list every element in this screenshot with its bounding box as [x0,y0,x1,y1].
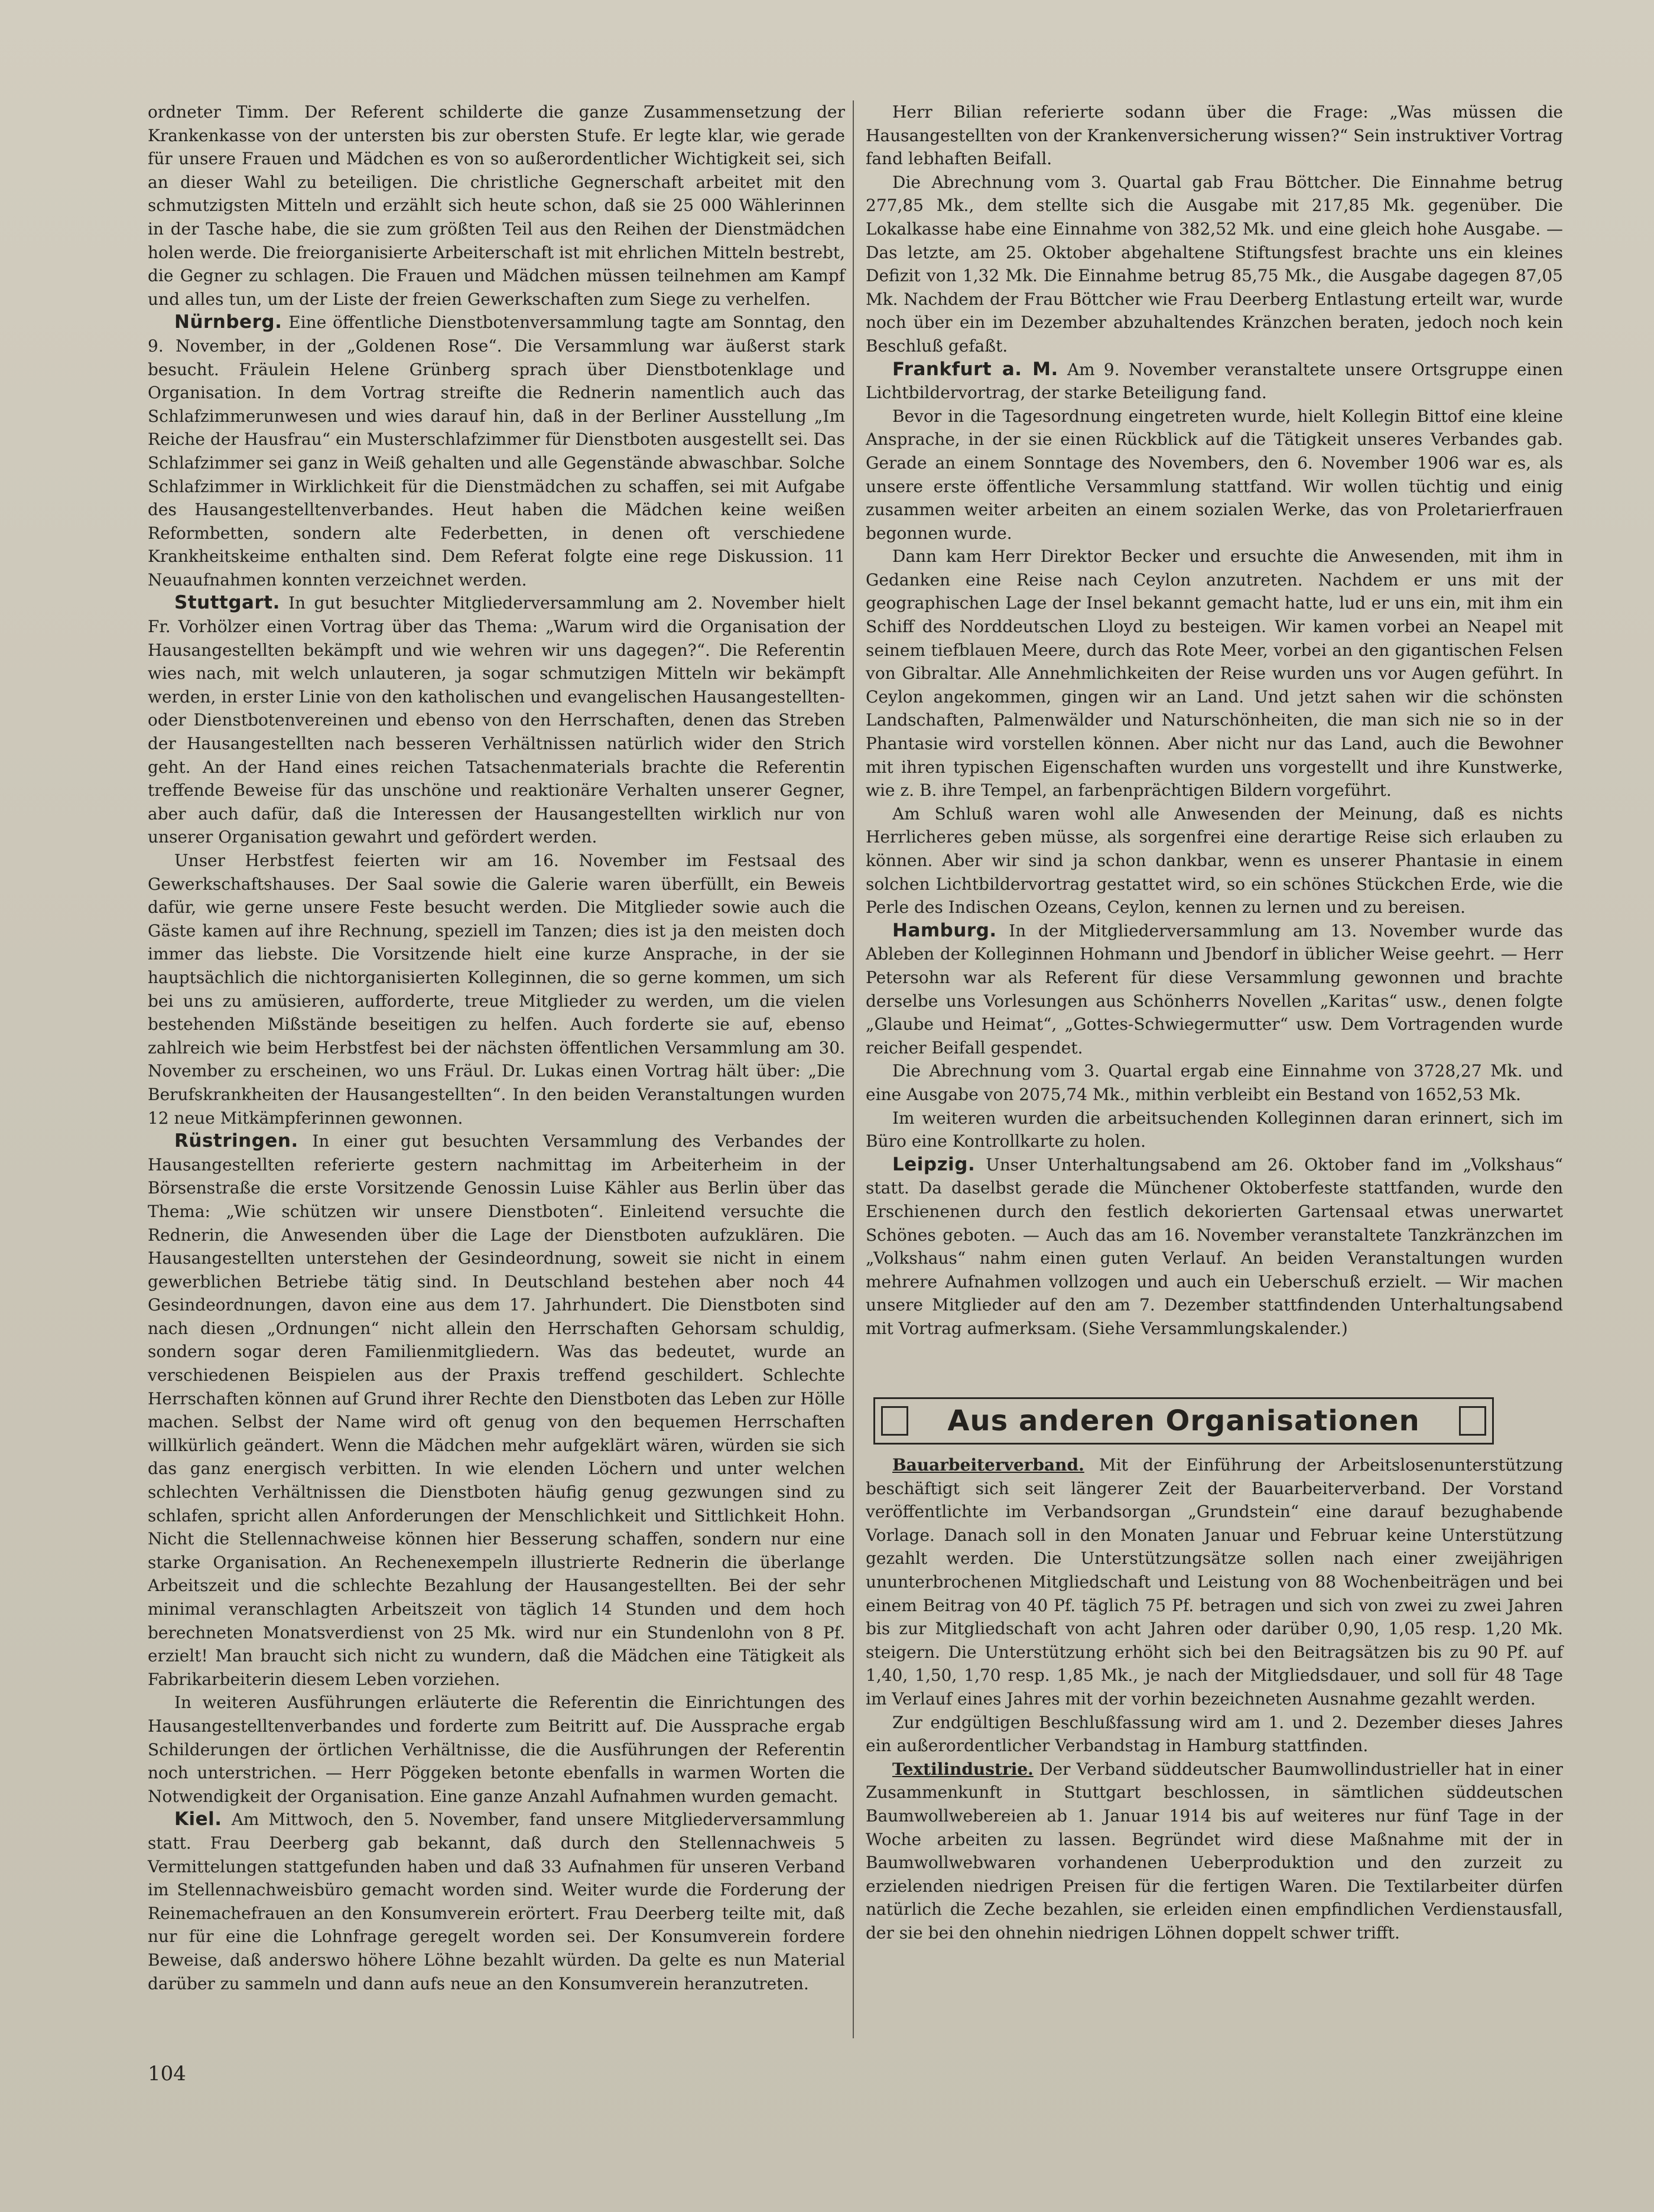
city-heading: Nürnberg. [174,311,282,333]
article-paragraph: Hamburg. In der Mitgliederversammlung am 13. November wurde das Ableben der Kolleginnen Hohmann und Jbendorf in üblicher Weise geehrt. — Herr Petersohn war als Referent für diese Versammlung gewonnen und brachte derselbe uns Vorlesungen aus Schönherrs Novellen „Karitas“ usw., denen folgte „Glaube und Heimat“, „Gottes-Schwiegermutter“ usw. Dem Vortragenden wurde reicher Beifall gespendet. [866,919,1563,1058]
article-paragraph: Dann kam Herr Direktor Becker und ersuchte die Anwesenden, mit ihm in Gedanken eine Reise nach Ceylon anzutreten. Nachdem er uns mit der geographischen Lage der Insel bekannt gemacht hatte, lud er uns ein, mit ihm ein Schiff des Norddeutschen Lloyd zu besteigen. Wir kamen vorbei an Neapel mit seinem tiefblauen Meere, durch das Rote Meer, vorbei an den gigantischen Felsen von Gibraltar. Alle Annehmlichkeiten der Reise wurden uns vor Augen geführt. In Ceylon angekommen, gingen wir an Land. Und jetzt sahen wir die schönsten Landschaften, Palmenwälder und Naturschönheiten, die man sich nie so in der Phantasie wird vorstellen können. Aber nicht nur das Land, auch die Bewohner mit ihren typischen Eigenschaften wurden uns vorgestellt und ihre Kunstwerke, wie z. B. ihre Tempel, an farbenprächtigen Bildern vorgeführt. [866,547,1563,801]
left-column [148,100,845,1995]
city-heading: Stuttgart. [174,592,280,614]
article-paragraph: Herr Bilian referierte sodann über die Frage: „Was müssen die Hausangestellten von der Krankenversicherung wissen?“ Sein instruktiver Vortrag fand lebhaften Beifall. [866,102,1563,169]
article-paragraph: Stuttgart. In gut besuchter Mitgliederversammlung am 2. November hielt Fr. Vorhölzer einen Vortrag über das Thema: „Warum wird die Organisation der Hausangestellten bekämpft und wie wehren wir uns dagegen?“. Die Referentin wies nach, mit welch unlauteren, ja sogar schmutzigen Mitteln wir bekämpft werden, in erster Linie von den katholischen und evangelischen Hausangestellten- oder Dienstbotenvereinen und ebenso von den Herrschaften, denen das Streben der Hausangestellten nach besseren Verhältnissen natürlich wider den Strich geht. An der Hand eines reichen Tatsachenmaterials brachte die Referentin treffende Beweise für das unschöne und reaktionäre Verhalten unserer Gegner, aber auch dafür, daß die Interessen der Hausangestellten wirklich nur von unserer Organisation gewahrt und gefördert werden. [148,592,845,847]
article-paragraph: Kiel. Am Mittwoch, den 5. November, fand unsere Mitgliederversammlung statt. Frau Deerberg gab bekannt, daß durch den Stellennachweis 5 Vermittelungen stattgefunden haben und daß 33 Aufnahmen für unseren Verband im Stellennachweisbüro gemacht worden sind. Weiter wurde die Forderung der Reinemachefrauen an den Konsumverein erörtert. Frau Deerberg teilte mit, daß nur für eine die Lohnfrage geregelt worden sei. Der Konsumverein fordere Beweise, daß anderswo höhere Löhne bezahlt würden. Da gelte es nun Material darüber zu sammeln und dann aufs neue an den Konsumverein heranzutreten. [148,1808,845,1993]
city-heading: Hamburg. [892,919,997,941]
article-paragraph: Frankfurt a. M. Am 9. November veranstaltete unsere Ortsgruppe einen Lichtbildervortrag, der starke Beteiligung fand. [866,358,1563,403]
city-heading: Leipzig. [892,1153,976,1175]
section-heading-box [873,1397,1494,1445]
article-paragraph: In weiteren Ausführungen erläuterte die Referentin die Einrichtungen des Hausangestelltenverbandes und forderte zum Beitritt auf. Die Aussprache ergab Schilderungen der örtlichen Verhältnisse, die die Ausführungen der Referentin noch unterstrichen. — Herr Pöggeken betonte ebenfalls in warmen Worten die Notwendigkeit der Organisation. Eine ganze Anzahl Aufnahmen wurden gemacht. [148,1693,845,1806]
article-paragraph: Im weiteren wurden die arbeitsuchenden Kolleginnen daran erinnert, sich im Büro eine Kontrollkarte zu holen. [866,1108,1563,1151]
article-paragraph: Rüstringen. In einer gut besuchten Versammlung des Verbandes der Hausangestellten referierte gestern nachmittag im Arbeiterheim in der Börsenstraße die erste Vorsitzende Genossin Luise Kähler aus Berlin über das Thema: „Wie schützen wir unsere Dienstboten“. Einleitend versuchte die Rednerin, die Anwesenden über die Lage der Dienstboten aufzuklären. Die Hausangestellten unterstehen der Gesindeordnung, soweit sie nicht in einem gewerblichen Betriebe tätig sind. In Deutschland bestehen aber noch 44 Gesindeordnungen, davon eine aus dem 17. Jahrhundert. Die Dienstboten sind nach diesen „Ordnungen“ nicht allein den Herrschaften Gehorsam schuldig, sondern sogar deren Familienmitgliedern. Was das bedeutet, wurde an verschiedenen Beispielen aus der Praxis treffend geschildert. Schlechte Herrschaften können auf Grund ihrer Rechte den Dienstboten das Leben zur Hölle machen. Selbst der Name wird oft genug von den bequemen Herrschaften willkürlich geändert. Wenn die Mädchen mehr aufgeklärt wären, würden sie sich das ganz energisch verbitten. In wie elenden Löchern und unter welchen schlechten Verhältnissen die Dienstboten häufig genug gezwungen sind zu schlafen, spricht allen Anforderungen der Menschlichkeit und Sittlichkeit Hohn. Nicht die Stellennachweise können hier Besserung schaffen, sondern nur eine starke Organisation. An Rechenexempeln illustrierte Rednerin die überlange Arbeitszeit und die schlechte Bezahlung der Hausangestellten. Bei der sehr minimal veranschlagten Arbeitszeit von täglich 14 Stunden und dem hoch berechneten Monatsverdienst von 25 Mk. wird nur ein Stundenlohn von 8 Pf. erzielt! Man braucht sich nicht zu wundern, daß die Mädchen eine Tätigkeit als Fabrikarbeiterin diesem Leben vorziehen. [148,1130,845,1689]
org-heading: Bauarbeiterverband. [892,1455,1084,1475]
page-number: 104 [148,2062,186,2086]
article-paragraph: Textilindustrie. Der Verband süddeutscher Baumwollindustrieller hat in einer Zusammenkunft in Stuttgart beschlossen, in sämtlichen süddeutschen Baumwollwebereien ab 1. Januar 1914 bis auf weiteres nur fünf Tage in der Woche arbeiten zu lassen. Begründet wird diese Maßnahme mit der in Baumwollwebwaren vorhandenen Ueberproduktion und den zurzeit zu erzielenden niedrigen Preisen für die fertigen Waren. Die Textilarbeiter dürfen natürlich die Zeche bezahlen, sie erleiden einen empfindlichen Verdienstausfall, der sie bei den ohnehin niedrigen Löhnen doppelt schwer trifft. [866,1759,1563,1943]
article-paragraph: Die Abrechnung vom 3. Quartal gab Frau Böttcher. Die Einnahme betrug 277,85 Mk., dem stellte sich die Ausgabe mit 217,85 Mk. gegenüber. Die Lokalkasse habe eine Einnahme von 382,52 Mk. und eine gleich hohe Ausgabe. — Das letzte, am 25. Oktober abgehaltene Stiftungsfest brachte uns ein kleines Defizit von 1,32 Mk. Die Einnahme betrug 85,75 Mk., die Ausgabe dagegen 87,05 Mk. Nachdem der Frau Böttcher wie Frau Deerberg Entlastung erteilt war, wurde noch über ein im Dezember abzuhaltendes Kränzchen beraten, jedoch noch kein Beschluß gefaßt. [866,172,1563,356]
city-heading: Rüstringen. [174,1130,298,1152]
article-paragraph: Unser Herbstfest feierten wir am 16. November im Festsaal des Gewerkschaftshauses. Der Saal sowie die Galerie waren überfüllt, ein Beweis dafür, wie gerne unsere Feste besucht werden. Die Mitglieder sowie auch die Gäste kamen auf ihre Rechnung, speziell im Tanzen; dies ist ja den meisten doch immer das liebste. Die Vorsitzende hielt eine kurze Ansprache, in der sie hauptsächlich die nichtorganisierten Kolleginnen, die so gerne kommen, um sich bei uns zu amüsieren, aufforderte, treue Mitglieder zu werden, um die vielen bestehenden Mißstände beseitigen zu helfen. Auch forderte sie auf, ebenso zahlreich wie beim Herbstfest bei der nächsten öffentlichen Versammlung am 30. November zu erscheinen, wo uns Fräul. Dr. Lukas einen Vortrag hält über: „Die Berufskrankheiten der Hausangestellten“. In den beiden Veranstaltungen wurden 12 neue Mitkämpferinnen gewonnen. [148,851,845,1128]
article-paragraph: Bevor in die Tagesordnung eingetreten wurde, hielt Kollegin Bittof eine kleine Ansprache, in der sie einen Rückblick auf die Tätigkeit unseres Verbandes gab. Gerade an einem Sonntage des Novembers, den 6. November 1906 war es, als unsere erste öffentliche Versammlung stattfand. Wir wollen tüchtig und einig zusammen weiter arbeiten an einem sozialen Werke, das von Proletarierfrauen begonnen wurde. [866,406,1563,543]
article-paragraph: Bauarbeiterverband. Mit der Einführung der Arbeitslosenunterstützung beschäftigt sich seit längerer Zeit der Bauarbeiterverband. Der Vorstand veröffentlichte im Verbandsorgan „Grundstein“ eine darauf bezughabende Vorlage. Danach soll in den Monaten Januar und Februar keine Unterstützung gezahlt werden. Die Unterstützungsätze sollen nach einer zweijährigen ununterbrochenen Mitgliedschaft und Leistung von 88 Wochenbeiträgen und bei einem Beitrag von 40 Pf. täglich 75 Pf. betragen und sich von zwei zu zwei Jahren bis zur Mitgliedschaft von acht Jahren oder darüber 0,90, 1,05 resp. 1,20 Mk. steigern. Die Unterstützung erhöht sich bei den Beitragsätzen bis zu 90 Pf. auf 1,40, 1,50, 1,70 resp. 1,85 Mk., je nach der Mitgliedsdauer, und soll für 48 Tage im Verlauf eines Jahres mit der vorhin bezeichneten Ausnahme gezahlt werden. [866,1455,1563,1709]
right-column-lower [866,1453,1563,1944]
column-divider [853,100,854,2038]
section-heading: Aus anderen Organisationen [947,1404,1420,1437]
city-heading: Frankfurt a. M. [892,358,1058,380]
org-heading: Textilindustrie. [892,1759,1034,1779]
article-paragraph: ordneter Timm. Der Referent schilderte die ganze Zusammensetzung der Krankenkasse von der untersten bis zur obersten Stufe. Er legte klar, wie gerade für unsere Frauen und Mädchen es von so außerordentlicher Wichtigkeit sei, sich an dieser Wahl zu beteiligen. Die christliche Gegnerschaft arbeitet mit den schmutzigsten Mitteln und erzählt sich heute schon, daß sie 25 000 Wählerinnen in der Tasche habe, die sie zum größten Teil aus den Reihen der Dienstmädchen holen werde. Die freiorganisierte Arbeiterschaft ist mit ehrlichen Mitteln bestrebt, die Gegner zu schlagen. Die Frauen und Mädchen müssen teilnehmen am Kampf und alles tun, um der Liste der freien Gewerkschaften zum Siege zu verhelfen. [148,102,845,309]
decorative-square-right [1459,1406,1486,1436]
article-paragraph: Zur endgültigen Beschlußfassung wird am 1. und 2. Dezember dieses Jahres ein außerordentlicher Verbandstag in Hamburg stattfinden. [866,1712,1563,1756]
article-paragraph: Die Abrechnung vom 3. Quartal ergab eine Einnahme von 3728,27 Mk. und eine Ausgabe von 2075,74 Mk., mithin verbleibt ein Bestand von 1652,53 Mk. [866,1061,1563,1104]
city-heading: Kiel. [174,1808,222,1830]
article-paragraph: Leipzig. Unser Unterhaltungsabend am 26. Oktober fand im „Volkshaus“ statt. Da daselbst gerade die Münchener Oktoberfeste stattfanden, wurde den Erschienenen durch den festlich dekorierten Gartensaal etwas unerwartet Schönes geboten. — Auch das am 16. November veranstaltete Tanzkränzchen im „Volkshaus“ nahm einen guten Verlauf. An beiden Veranstaltungen wurden mehrere Aufnahmen vollzogen und auch ein Ueberschuß erzielt. — Wir machen unsere Mitglieder auf den am 7. Dezember stattfindenden Unterhaltungsabend mit Vortrag aufmerksam. (Siehe Versammlungskalender.) [866,1153,1563,1338]
right-column [866,100,1563,1340]
article-paragraph: Am Schluß waren wohl alle Anwesenden der Meinung, daß es nichts Herrlicheres geben müsse, als sorgenfrei eine derartige Reise sich erlauben zu können. Aber wir sind ja schon dankbar, wenn es unserer Phantasie in einem solchen Lichtbildervortrag gestattet wird, so ein schönes Stückchen Erde, wie die Perle des Indischen Ozeans, Ceylon, kennen zu lernen und zu bereisen. [866,804,1563,918]
article-paragraph: Nürnberg. Eine öffentliche Dienstbotenversammlung tagte am Sonntag, den 9. November, in der „Goldenen Rose“. Die Versammlung war äußerst stark besucht. Fräulein Helene Grünberg sprach über Dienstbotenklage und Organisation. In dem Vortrag streifte die Rednerin namentlich auch das Schlafzimmerunwesen und wies darauf hin, daß in der Berliner Ausstellung „Im Reiche der Hausfrau“ ein Musterschlafzimmer für Dienstboten ausgestellt sei. Das Schlafzimmer sei ganz in Weiß gehalten und alle Gegenstände abwaschbar. Solche Schlafzimmer in Wirklichkeit für die Dienstmädchen zu schaffen, sei mit Aufgabe des Hausangestelltenverbandes. Heut haben die Mädchen keine weißen Reformbetten, sondern alte Federbetten, in denen oft verschiedene Krankheitskeime enthalten sind. Dem Referat folgte eine rege Diskussion. 11 Neuaufnahmen konnten verzeichnet werden. [148,311,846,590]
decorative-square-left [881,1406,908,1436]
